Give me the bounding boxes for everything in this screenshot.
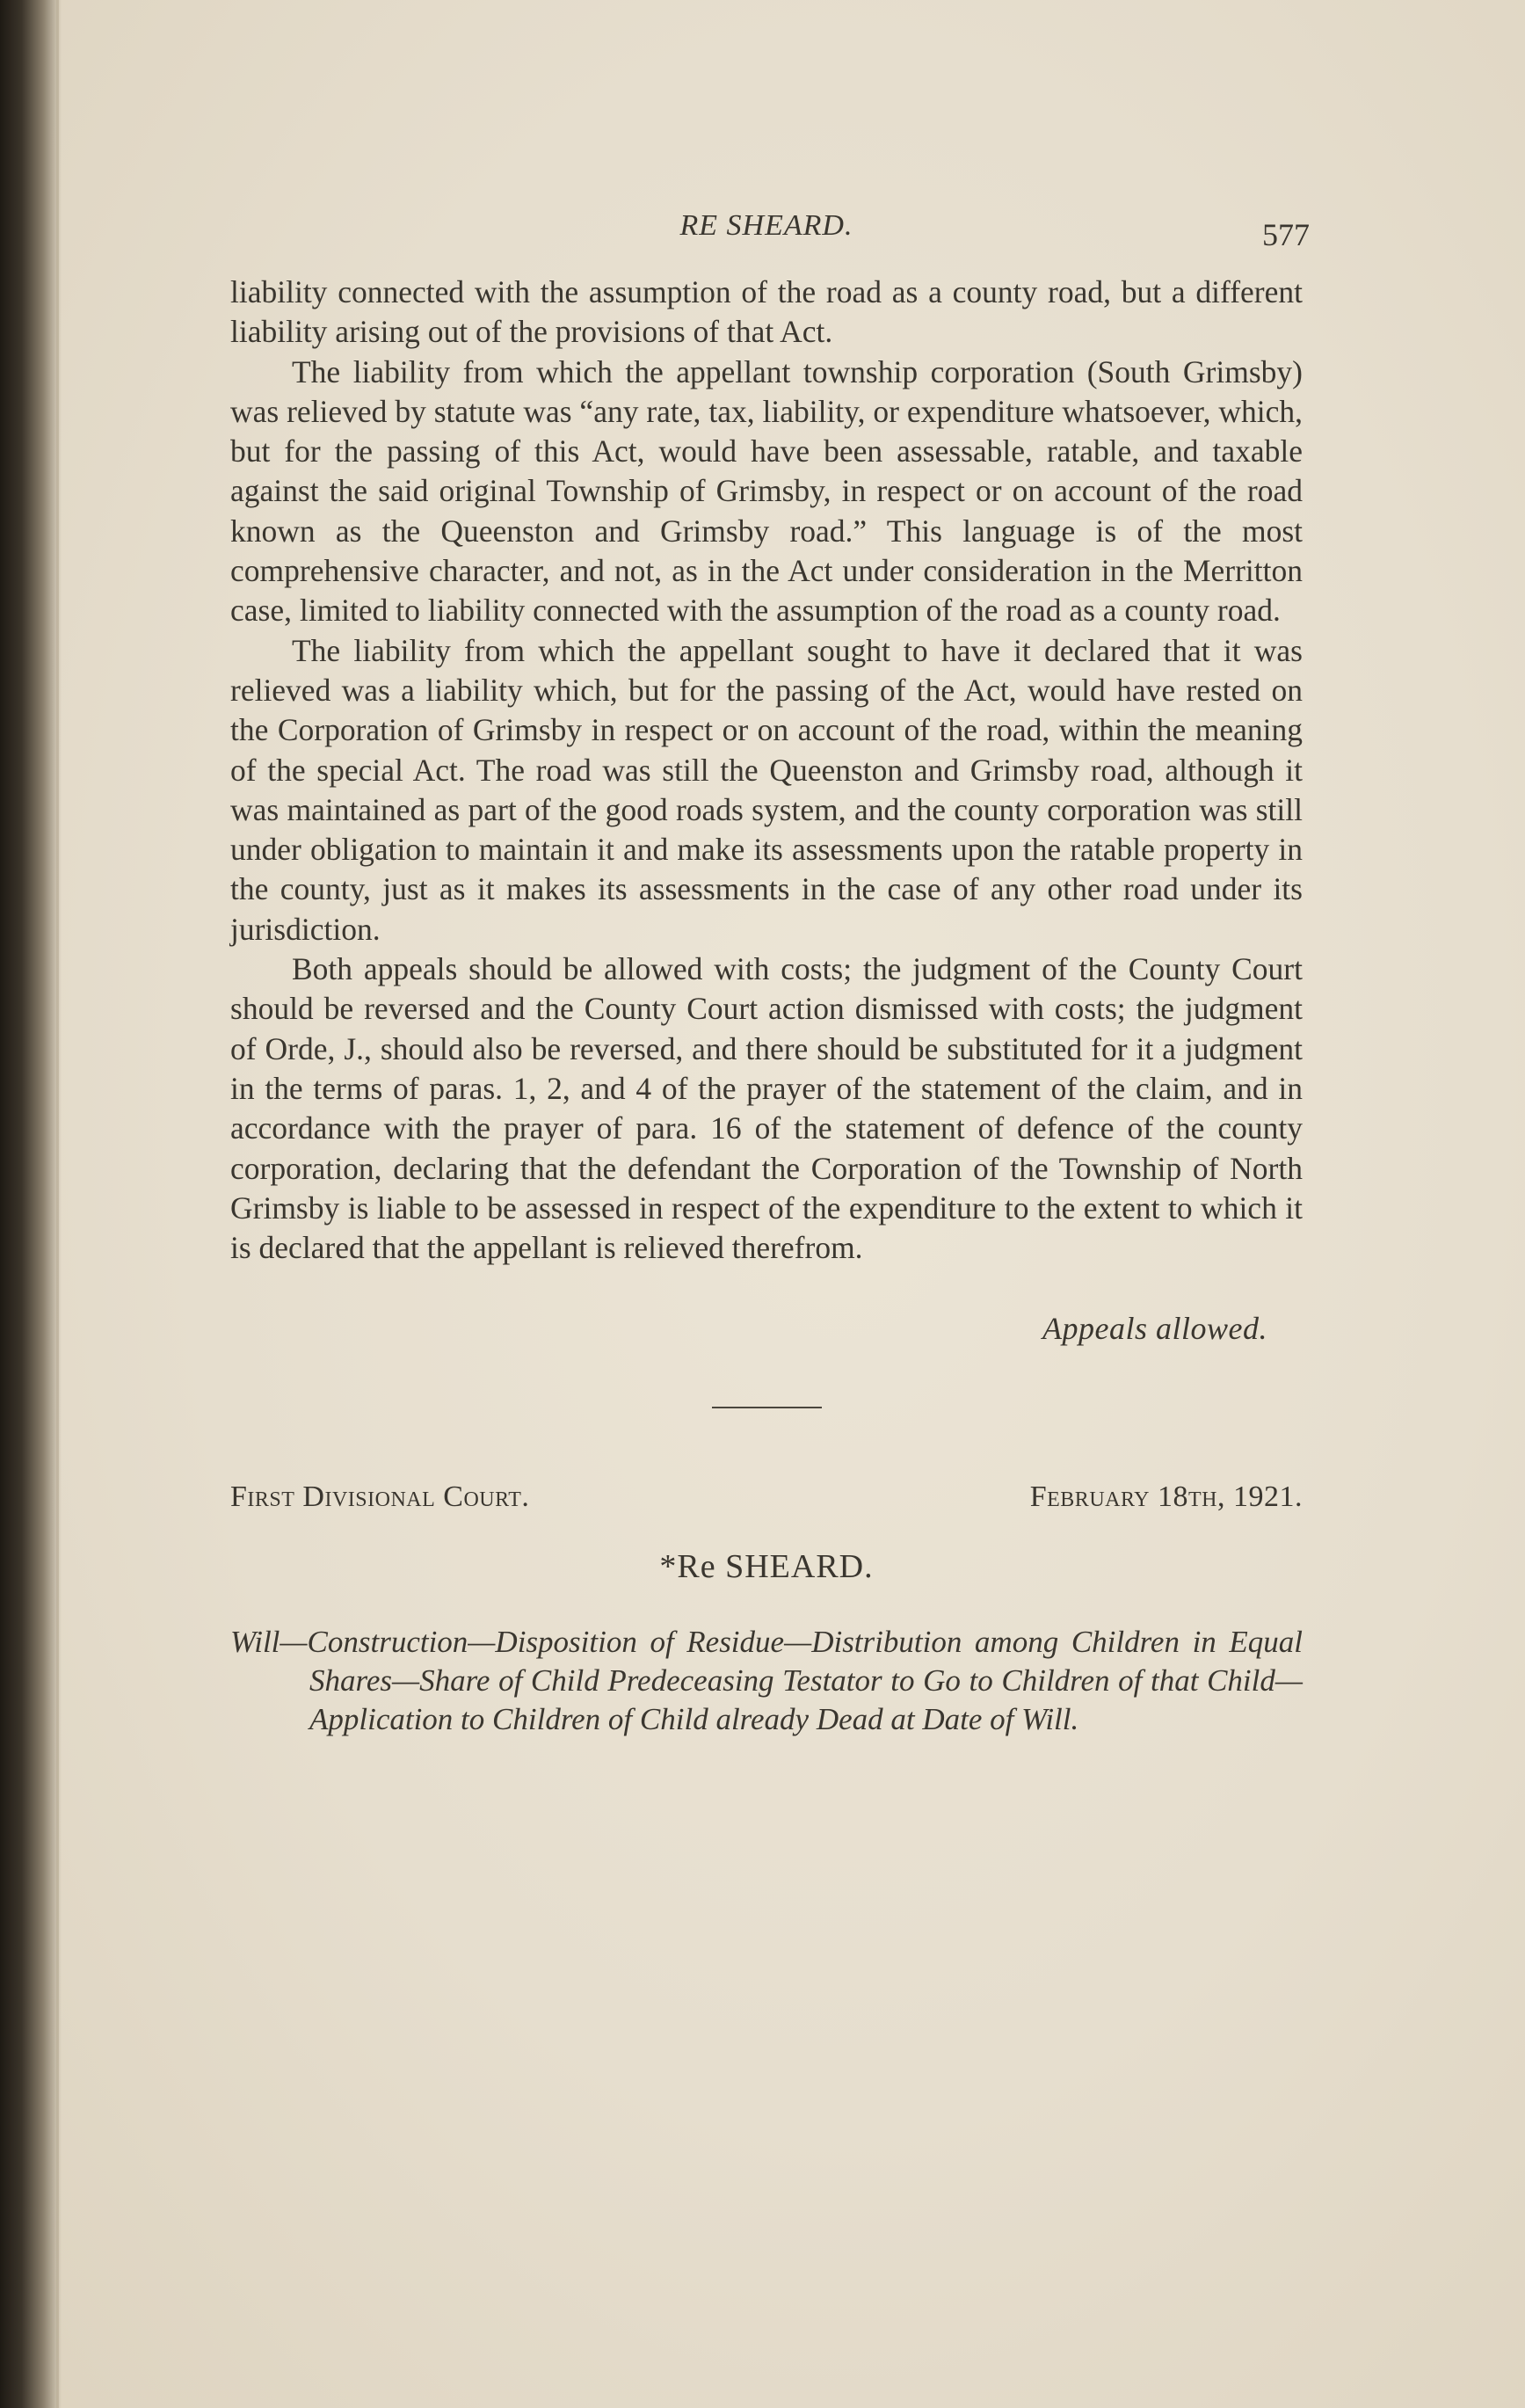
page-number: 577 bbox=[1262, 217, 1310, 252]
court-line bbox=[230, 1480, 1303, 1521]
case-title: *Re SHEARD. bbox=[659, 1548, 874, 1586]
paragraph-2: The liability from which the appellant township corporation (South Grimsby) was relieved by statute was “any rate, tax, liability, or expenditure whatsoever, which, but for the passing of this Act, would have been assessable, ratable, and taxable against the said original Township of Grimsby, in respect or on account of the road known as the Queenston and Grimsby road.” This language is of the most comprehensive character, and not, as in the Act under consideration in the Merritton case, limited to liability connected with the assumption of the road as a county road. bbox=[230, 353, 1303, 629]
paragraph-3: The liability from which the appellant sought to have it declared that it was relieved was a liability which, but for the passing of the Act, would have rested on the Corporation of Grimsby in respect or on account of the road, within the meaning of the special Act. The road was still the Queenston and Grimsby road, although it was maintained as part of the good roads system, and the county corporation was still under obligation to maintain it and make its assessments upon the ratable property in the county, just as it makes its assessments in the case of any other road under its jurisdiction. bbox=[230, 632, 1303, 947]
spine-edge bbox=[56, 0, 59, 2408]
paragraph-4: Both appeals should be allowed with costs; the judgment of the County Court should be reversed and the County Court action dismissed with costs; the judgment of Orde, J., should also be reversed, and there should be substituted for it a judgment in the terms of paras. 1, 2, and 4 of the prayer of the statement of the claim, and in accordance with the prayer of para. 16 of the statement of defence of the county corporation, declaring that the defendant the Corporation of the Township of North Grimsby is liable to be assessed in respect of the expenditure to the extent to which it is declared that the appellant is relieved therefrom. bbox=[230, 951, 1303, 1266]
section-divider bbox=[712, 1407, 822, 1408]
decision-date: February 18th, 1921. bbox=[1029, 1480, 1303, 1514]
running-head-title: RE SHEARD. bbox=[679, 209, 853, 242]
text-block bbox=[230, 202, 1310, 1739]
court-name: First Divisional Court. bbox=[230, 1480, 530, 1514]
paragraph-1: liability connected with the assumption of the road as a county road, but a different liability arising out of the provisions of that Act. bbox=[230, 274, 1303, 350]
headnote: Will—Construction—Disposition of Residue—Distribution among Children in Equal Shares—Share of Child Predeceasing Testator to Go to Children of that Child—Application to Children of Child already Dead at Date of Will. bbox=[230, 1625, 1303, 1737]
body-text bbox=[230, 273, 1303, 1268]
running-head bbox=[230, 202, 1310, 255]
result-line: Appeals allowed. bbox=[1042, 1311, 1267, 1347]
book-spine-shadow bbox=[0, 0, 62, 2408]
